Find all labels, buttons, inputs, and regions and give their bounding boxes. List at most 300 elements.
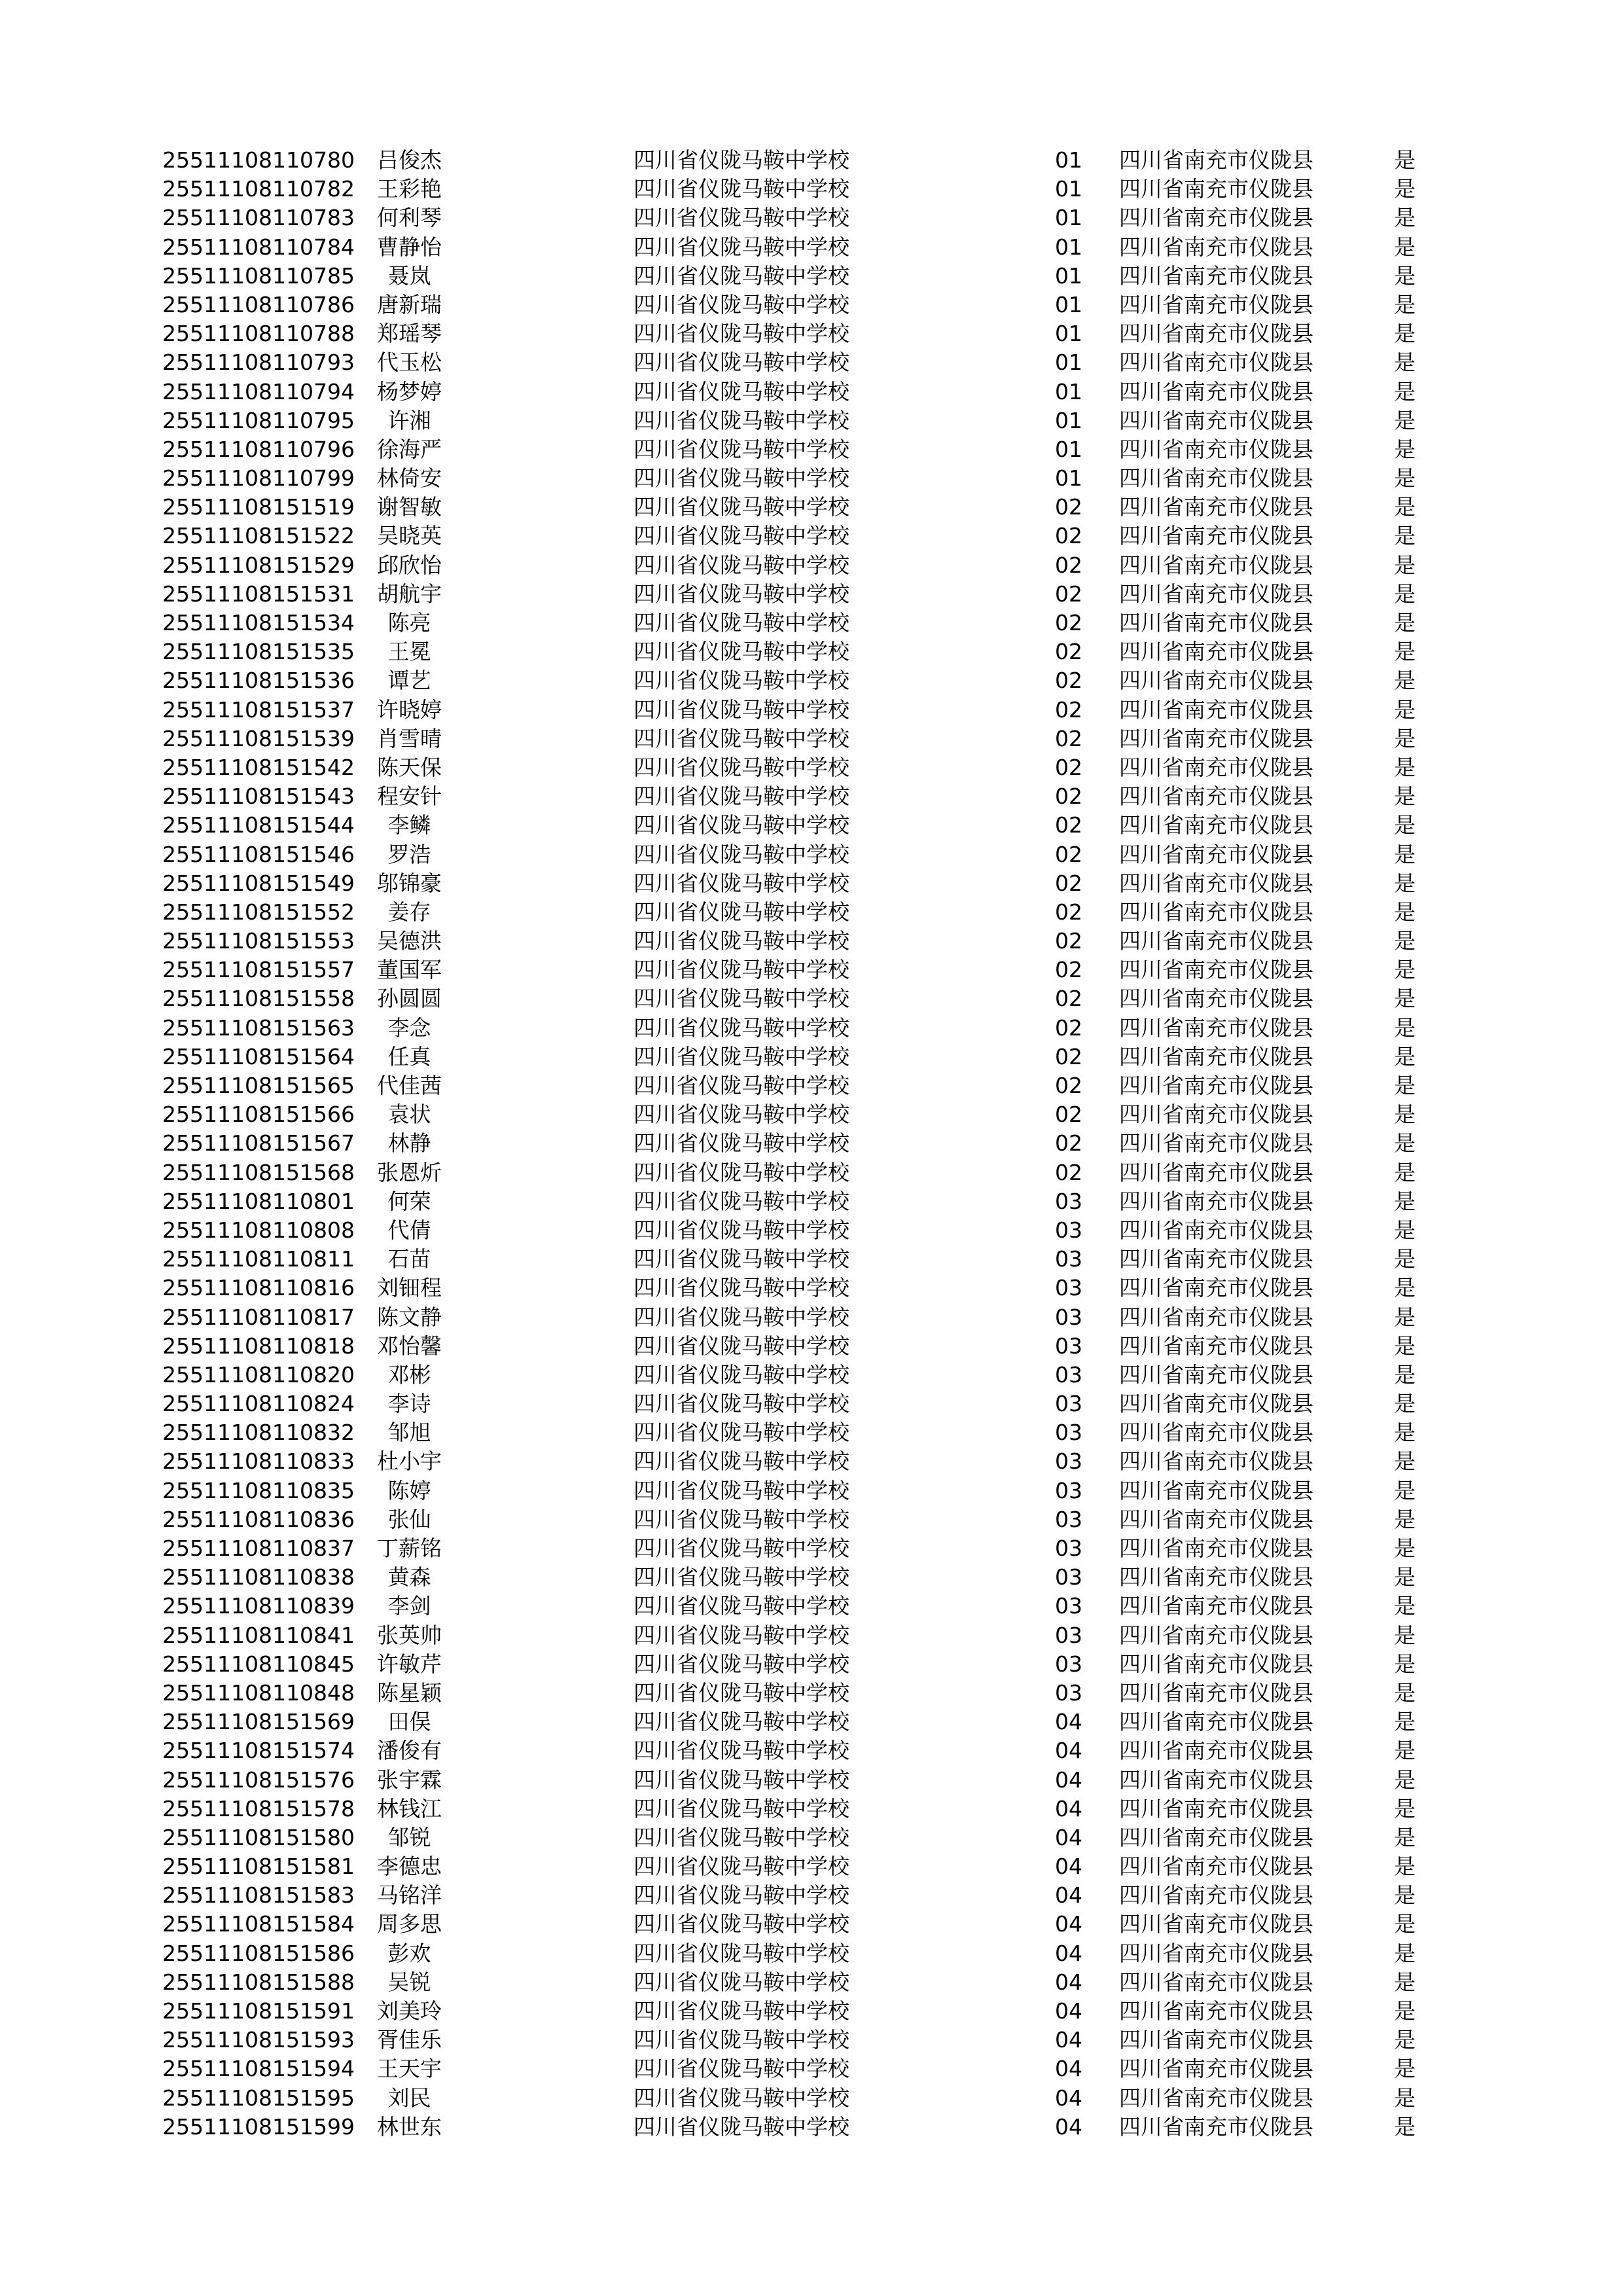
class-code-cell: 02 bbox=[1055, 1102, 1082, 1128]
class-code-cell: 03 bbox=[1055, 1622, 1082, 1648]
region-cell: 四川省南充市仪陇县 bbox=[1119, 1333, 1313, 1359]
flag-cell: 是 bbox=[1394, 321, 1416, 347]
school-cell: 四川省仪陇马鞍中学校 bbox=[633, 1448, 849, 1475]
student-name-cell: 李德忠 bbox=[377, 1854, 442, 1880]
student-list-table bbox=[0, 146, 1623, 2142]
flag-cell: 是 bbox=[1394, 1391, 1416, 1417]
flag-cell: 是 bbox=[1394, 899, 1416, 925]
class-code-cell: 01 bbox=[1055, 378, 1082, 404]
school-cell: 四川省仪陇马鞍中学校 bbox=[633, 1014, 849, 1041]
region-cell: 四川省南充市仪陇县 bbox=[1119, 1535, 1313, 1561]
student-id-cell: 25511108110782 bbox=[162, 176, 355, 202]
school-cell: 四川省仪陇马鞍中学校 bbox=[633, 1391, 849, 1417]
class-code-cell: 02 bbox=[1055, 1043, 1082, 1069]
student-name-cell: 李念 bbox=[387, 1014, 431, 1041]
school-cell: 四川省仪陇马鞍中学校 bbox=[633, 378, 849, 404]
school-cell: 四川省仪陇马鞍中学校 bbox=[633, 2085, 849, 2111]
school-cell: 四川省仪陇马鞍中学校 bbox=[633, 436, 849, 462]
region-cell: 四川省南充市仪陇县 bbox=[1119, 1420, 1313, 1446]
region-cell: 四川省南充市仪陇县 bbox=[1119, 1795, 1313, 1821]
flag-cell: 是 bbox=[1394, 581, 1416, 607]
student-id-cell: 25511108151593 bbox=[162, 2027, 355, 2053]
table-row bbox=[0, 1910, 1623, 1939]
class-code-cell: 02 bbox=[1055, 986, 1082, 1012]
student-id-cell: 25511108110799 bbox=[162, 465, 355, 492]
region-cell: 四川省南充市仪陇县 bbox=[1119, 1188, 1313, 1214]
school-cell: 四川省仪陇马鞍中学校 bbox=[633, 291, 849, 317]
student-id-cell: 25511108151519 bbox=[162, 494, 355, 520]
region-cell: 四川省南充市仪陇县 bbox=[1119, 1217, 1313, 1243]
table-row bbox=[0, 1679, 1623, 1708]
class-code-cell: 03 bbox=[1055, 1188, 1082, 1214]
flag-cell: 是 bbox=[1394, 234, 1416, 260]
student-name-cell: 刘美玲 bbox=[377, 1998, 442, 2024]
region-cell: 四川省南充市仪陇县 bbox=[1119, 841, 1313, 867]
region-cell: 四川省南充市仪陇县 bbox=[1119, 1622, 1313, 1648]
region-cell: 四川省南充市仪陇县 bbox=[1119, 1361, 1313, 1388]
class-code-cell: 02 bbox=[1055, 899, 1082, 925]
table-row bbox=[0, 291, 1623, 319]
flag-cell: 是 bbox=[1394, 1014, 1416, 1041]
student-name-cell: 袁状 bbox=[387, 1102, 431, 1128]
region-cell: 四川省南充市仪陇县 bbox=[1119, 696, 1313, 723]
table-row bbox=[0, 898, 1623, 927]
student-name-cell: 孙圆圆 bbox=[377, 986, 442, 1012]
flag-cell: 是 bbox=[1394, 2113, 1416, 2140]
table-row bbox=[0, 1534, 1623, 1563]
school-cell: 四川省仪陇马鞍中学校 bbox=[633, 1073, 849, 1098]
student-id-cell: 25511108151574 bbox=[162, 1738, 355, 1764]
table-row bbox=[0, 233, 1623, 262]
student-name-cell: 吴晓英 bbox=[377, 523, 442, 549]
flag-cell: 是 bbox=[1394, 668, 1416, 694]
flag-cell: 是 bbox=[1394, 1130, 1416, 1157]
student-id-cell: 25511108110841 bbox=[162, 1622, 355, 1648]
table-row bbox=[0, 1100, 1623, 1129]
student-id-cell: 25511108110816 bbox=[162, 1275, 355, 1301]
flag-cell: 是 bbox=[1394, 1073, 1416, 1098]
class-code-cell: 03 bbox=[1055, 1217, 1082, 1243]
student-name-cell: 王彩艳 bbox=[377, 176, 442, 202]
table-row bbox=[0, 493, 1623, 522]
flag-cell: 是 bbox=[1394, 696, 1416, 723]
student-name-cell: 何荣 bbox=[387, 1188, 431, 1214]
region-cell: 四川省南充市仪陇县 bbox=[1119, 1767, 1313, 1793]
class-code-cell: 02 bbox=[1055, 523, 1082, 549]
class-code-cell: 02 bbox=[1055, 841, 1082, 867]
flag-cell: 是 bbox=[1394, 147, 1416, 173]
student-name-cell: 聂岚 bbox=[387, 262, 431, 289]
class-code-cell: 01 bbox=[1055, 234, 1082, 260]
table-row bbox=[0, 725, 1623, 753]
student-id-cell: 25511108110808 bbox=[162, 1217, 355, 1243]
student-name-cell: 王天宇 bbox=[377, 2056, 442, 2082]
school-cell: 四川省仪陇马鞍中学校 bbox=[633, 1911, 849, 1937]
table-row bbox=[0, 1158, 1623, 1187]
class-code-cell: 01 bbox=[1055, 407, 1082, 433]
student-id-cell: 25511108151568 bbox=[162, 1159, 355, 1185]
flag-cell: 是 bbox=[1394, 1969, 1416, 1995]
school-cell: 四川省仪陇马鞍中学校 bbox=[633, 350, 849, 376]
table-row bbox=[0, 522, 1623, 550]
table-row bbox=[0, 1014, 1623, 1043]
school-cell: 四川省仪陇马鞍中学校 bbox=[633, 957, 849, 983]
table-row bbox=[0, 2084, 1623, 2113]
region-cell: 四川省南充市仪陇县 bbox=[1119, 870, 1313, 896]
student-name-cell: 彭欢 bbox=[387, 1940, 431, 1966]
student-id-cell: 25511108151546 bbox=[162, 841, 355, 867]
flag-cell: 是 bbox=[1394, 928, 1416, 954]
table-row bbox=[0, 464, 1623, 493]
flag-cell: 是 bbox=[1394, 1448, 1416, 1475]
student-name-cell: 邱欣怡 bbox=[377, 552, 442, 578]
student-name-cell: 罗浩 bbox=[387, 841, 431, 867]
class-code-cell: 02 bbox=[1055, 1130, 1082, 1157]
student-id-cell: 25511108151542 bbox=[162, 754, 355, 780]
student-id-cell: 25511108110817 bbox=[162, 1304, 355, 1330]
class-code-cell: 04 bbox=[1055, 2085, 1082, 2111]
student-id-cell: 25511108110786 bbox=[162, 291, 355, 317]
student-id-cell: 25511108151580 bbox=[162, 1824, 355, 1850]
class-code-cell: 02 bbox=[1055, 1014, 1082, 1041]
region-cell: 四川省南充市仪陇县 bbox=[1119, 668, 1313, 694]
class-code-cell: 02 bbox=[1055, 1073, 1082, 1098]
student-id-cell: 25511108151536 bbox=[162, 668, 355, 694]
school-cell: 四川省仪陇马鞍中学校 bbox=[633, 610, 849, 636]
student-id-cell: 25511108151594 bbox=[162, 2056, 355, 2082]
region-cell: 四川省南充市仪陇县 bbox=[1119, 610, 1313, 636]
student-name-cell: 吴锐 bbox=[387, 1969, 431, 1995]
table-row bbox=[0, 782, 1623, 811]
school-cell: 四川省仪陇马鞍中学校 bbox=[633, 1304, 849, 1330]
school-cell: 四川省仪陇马鞍中学校 bbox=[633, 1593, 849, 1619]
school-cell: 四川省仪陇马鞍中学校 bbox=[633, 465, 849, 492]
class-code-cell: 01 bbox=[1055, 176, 1082, 202]
class-code-cell: 02 bbox=[1055, 668, 1082, 694]
student-id-cell: 25511108110801 bbox=[162, 1188, 355, 1214]
student-id-cell: 25511108151588 bbox=[162, 1969, 355, 1995]
table-row bbox=[0, 1390, 1623, 1418]
class-code-cell: 03 bbox=[1055, 1651, 1082, 1677]
student-name-cell: 陈文静 bbox=[377, 1304, 442, 1330]
region-cell: 四川省南充市仪陇县 bbox=[1119, 1130, 1313, 1157]
region-cell: 四川省南充市仪陇县 bbox=[1119, 494, 1313, 520]
flag-cell: 是 bbox=[1394, 1709, 1416, 1735]
student-name-cell: 代玉松 bbox=[377, 350, 442, 376]
region-cell: 四川省南充市仪陇县 bbox=[1119, 552, 1313, 578]
table-row bbox=[0, 1477, 1623, 1505]
table-row bbox=[0, 984, 1623, 1013]
class-code-cell: 01 bbox=[1055, 350, 1082, 376]
table-row bbox=[0, 1939, 1623, 1968]
school-cell: 四川省仪陇马鞍中学校 bbox=[633, 668, 849, 694]
student-name-cell: 肖雪晴 bbox=[377, 725, 442, 751]
table-row bbox=[0, 1274, 1623, 1302]
table-row bbox=[0, 204, 1623, 232]
region-cell: 四川省南充市仪陇县 bbox=[1119, 1246, 1313, 1272]
student-id-cell: 25511108110832 bbox=[162, 1420, 355, 1446]
class-code-cell: 01 bbox=[1055, 147, 1082, 173]
table-row bbox=[0, 1795, 1623, 1823]
school-cell: 四川省仪陇马鞍中学校 bbox=[633, 1159, 849, 1185]
student-id-cell: 25511108110788 bbox=[162, 321, 355, 347]
flag-cell: 是 bbox=[1394, 1564, 1416, 1590]
class-code-cell: 03 bbox=[1055, 1391, 1082, 1417]
school-cell: 四川省仪陇马鞍中学校 bbox=[633, 1767, 849, 1793]
class-code-cell: 04 bbox=[1055, 1709, 1082, 1735]
school-cell: 四川省仪陇马鞍中学校 bbox=[633, 1998, 849, 2024]
class-code-cell: 04 bbox=[1055, 1940, 1082, 1966]
school-cell: 四川省仪陇马鞍中学校 bbox=[633, 1795, 849, 1821]
class-code-cell: 01 bbox=[1055, 262, 1082, 289]
flag-cell: 是 bbox=[1394, 1679, 1416, 1706]
student-name-cell: 邹旭 bbox=[387, 1420, 431, 1446]
student-name-cell: 胥佳乐 bbox=[377, 2027, 442, 2053]
flag-cell: 是 bbox=[1394, 1940, 1416, 1966]
school-cell: 四川省仪陇马鞍中学校 bbox=[633, 1969, 849, 1995]
student-name-cell: 何利琴 bbox=[377, 205, 442, 231]
region-cell: 四川省南充市仪陇县 bbox=[1119, 581, 1313, 607]
student-name-cell: 唐新瑞 bbox=[377, 291, 442, 317]
flag-cell: 是 bbox=[1394, 1506, 1416, 1532]
class-code-cell: 01 bbox=[1055, 321, 1082, 347]
student-name-cell: 徐海严 bbox=[377, 436, 442, 462]
class-code-cell: 03 bbox=[1055, 1275, 1082, 1301]
class-code-cell: 04 bbox=[1055, 1969, 1082, 1995]
student-id-cell: 25511108151567 bbox=[162, 1130, 355, 1157]
student-name-cell: 董国军 bbox=[377, 957, 442, 983]
student-id-cell: 25511108151535 bbox=[162, 639, 355, 665]
flag-cell: 是 bbox=[1394, 1275, 1416, 1301]
school-cell: 四川省仪陇马鞍中学校 bbox=[633, 494, 849, 520]
flag-cell: 是 bbox=[1394, 1304, 1416, 1330]
flag-cell: 是 bbox=[1394, 176, 1416, 202]
region-cell: 四川省南充市仪陇县 bbox=[1119, 523, 1313, 549]
flag-cell: 是 bbox=[1394, 1043, 1416, 1069]
school-cell: 四川省仪陇马鞍中学校 bbox=[633, 783, 849, 810]
class-code-cell: 02 bbox=[1055, 639, 1082, 665]
student-id-cell: 25511108151543 bbox=[162, 783, 355, 810]
school-cell: 四川省仪陇马鞍中学校 bbox=[633, 2056, 849, 2082]
region-cell: 四川省南充市仪陇县 bbox=[1119, 1275, 1313, 1301]
student-name-cell: 李剑 bbox=[387, 1593, 431, 1619]
flag-cell: 是 bbox=[1394, 1882, 1416, 1909]
school-cell: 四川省仪陇马鞍中学校 bbox=[633, 1246, 849, 1272]
region-cell: 四川省南充市仪陇县 bbox=[1119, 928, 1313, 954]
student-name-cell: 邓彬 bbox=[387, 1361, 431, 1388]
student-name-cell: 马铭洋 bbox=[377, 1882, 442, 1909]
student-id-cell: 25511108151534 bbox=[162, 610, 355, 636]
flag-cell: 是 bbox=[1394, 1593, 1416, 1619]
student-name-cell: 李诗 bbox=[387, 1391, 431, 1417]
region-cell: 四川省南充市仪陇县 bbox=[1119, 1679, 1313, 1706]
region-cell: 四川省南充市仪陇县 bbox=[1119, 291, 1313, 317]
student-id-cell: 25511108110818 bbox=[162, 1333, 355, 1359]
student-name-cell: 许湘 bbox=[387, 407, 431, 433]
student-name-cell: 张恩炘 bbox=[377, 1159, 442, 1185]
school-cell: 四川省仪陇马鞍中学校 bbox=[633, 1709, 849, 1735]
flag-cell: 是 bbox=[1394, 494, 1416, 520]
class-code-cell: 03 bbox=[1055, 1564, 1082, 1590]
flag-cell: 是 bbox=[1394, 754, 1416, 780]
student-id-cell: 25511108151558 bbox=[162, 986, 355, 1012]
school-cell: 四川省仪陇马鞍中学校 bbox=[633, 1217, 849, 1243]
region-cell: 四川省南充市仪陇县 bbox=[1119, 725, 1313, 751]
flag-cell: 是 bbox=[1394, 1651, 1416, 1677]
region-cell: 四川省南充市仪陇县 bbox=[1119, 1477, 1313, 1503]
flag-cell: 是 bbox=[1394, 639, 1416, 665]
class-code-cell: 04 bbox=[1055, 2056, 1082, 2082]
flag-cell: 是 bbox=[1394, 1911, 1416, 1937]
region-cell: 四川省南充市仪陇县 bbox=[1119, 1969, 1313, 1995]
table-row bbox=[0, 927, 1623, 956]
class-code-cell: 02 bbox=[1055, 928, 1082, 954]
student-name-cell: 张宇霖 bbox=[377, 1767, 442, 1793]
table-row bbox=[0, 1071, 1623, 1100]
student-id-cell: 25511108110783 bbox=[162, 205, 355, 231]
table-row bbox=[0, 2054, 1623, 2083]
school-cell: 四川省仪陇马鞍中学校 bbox=[633, 1333, 849, 1359]
school-cell: 四川省仪陇马鞍中学校 bbox=[633, 1506, 849, 1532]
table-row bbox=[0, 609, 1623, 637]
school-cell: 四川省仪陇马鞍中学校 bbox=[633, 262, 849, 289]
student-id-cell: 25511108151578 bbox=[162, 1795, 355, 1821]
student-name-cell: 郑瑶琴 bbox=[377, 321, 442, 347]
school-cell: 四川省仪陇马鞍中学校 bbox=[633, 1043, 849, 1069]
student-name-cell: 周多思 bbox=[377, 1911, 442, 1937]
region-cell: 四川省南充市仪陇县 bbox=[1119, 1391, 1313, 1417]
student-name-cell: 邓怡馨 bbox=[377, 1333, 442, 1359]
student-name-cell: 许敏芹 bbox=[377, 1651, 442, 1677]
table-row bbox=[0, 146, 1623, 175]
flag-cell: 是 bbox=[1394, 957, 1416, 983]
student-name-cell: 吕俊杰 bbox=[377, 147, 442, 173]
table-row bbox=[0, 406, 1623, 435]
table-row bbox=[0, 1303, 1623, 1332]
class-code-cell: 03 bbox=[1055, 1506, 1082, 1532]
student-id-cell: 25511108110845 bbox=[162, 1651, 355, 1677]
flag-cell: 是 bbox=[1394, 465, 1416, 492]
student-name-cell: 邹锐 bbox=[387, 1824, 431, 1850]
student-name-cell: 刘钿程 bbox=[377, 1275, 442, 1301]
table-row bbox=[0, 1043, 1623, 1071]
flag-cell: 是 bbox=[1394, 407, 1416, 433]
table-row bbox=[0, 1216, 1623, 1245]
student-id-cell: 25511108151569 bbox=[162, 1709, 355, 1735]
class-code-cell: 02 bbox=[1055, 552, 1082, 578]
class-code-cell: 03 bbox=[1055, 1333, 1082, 1359]
flag-cell: 是 bbox=[1394, 262, 1416, 289]
class-code-cell: 03 bbox=[1055, 1246, 1082, 1272]
region-cell: 四川省南充市仪陇县 bbox=[1119, 783, 1313, 810]
student-name-cell: 林钱江 bbox=[377, 1795, 442, 1821]
student-id-cell: 25511108151549 bbox=[162, 870, 355, 896]
table-row bbox=[0, 378, 1623, 406]
table-row bbox=[0, 2026, 1623, 2054]
school-cell: 四川省仪陇马鞍中学校 bbox=[633, 1940, 849, 1966]
region-cell: 四川省南充市仪陇县 bbox=[1119, 205, 1313, 231]
student-id-cell: 25511108151581 bbox=[162, 1854, 355, 1880]
student-name-cell: 刘民 bbox=[387, 2085, 431, 2111]
student-name-cell: 王冕 bbox=[387, 639, 431, 665]
student-name-cell: 陈婷 bbox=[387, 1477, 431, 1503]
flag-cell: 是 bbox=[1394, 1188, 1416, 1214]
table-row bbox=[0, 1968, 1623, 1997]
region-cell: 四川省南充市仪陇县 bbox=[1119, 1448, 1313, 1475]
region-cell: 四川省南充市仪陇县 bbox=[1119, 1014, 1313, 1041]
class-code-cell: 03 bbox=[1055, 1679, 1082, 1706]
region-cell: 四川省南充市仪陇县 bbox=[1119, 1824, 1313, 1850]
flag-cell: 是 bbox=[1394, 1159, 1416, 1185]
table-row bbox=[0, 1245, 1623, 1274]
class-code-cell: 03 bbox=[1055, 1593, 1082, 1619]
flag-cell: 是 bbox=[1394, 378, 1416, 404]
table-row bbox=[0, 869, 1623, 898]
region-cell: 四川省南充市仪陇县 bbox=[1119, 2113, 1313, 2140]
region-cell: 四川省南充市仪陇县 bbox=[1119, 465, 1313, 492]
student-name-cell: 张英帅 bbox=[377, 1622, 442, 1648]
student-id-cell: 25511108151552 bbox=[162, 899, 355, 925]
flag-cell: 是 bbox=[1394, 1824, 1416, 1850]
student-id-cell: 25511108151576 bbox=[162, 1767, 355, 1793]
student-name-cell: 丁薪铭 bbox=[377, 1535, 442, 1561]
table-row bbox=[0, 811, 1623, 840]
student-name-cell: 田俣 bbox=[387, 1709, 431, 1735]
school-cell: 四川省仪陇马鞍中学校 bbox=[633, 234, 849, 260]
school-cell: 四川省仪陇马鞍中学校 bbox=[633, 1420, 849, 1446]
flag-cell: 是 bbox=[1394, 1420, 1416, 1446]
school-cell: 四川省仪陇马鞍中学校 bbox=[633, 1622, 849, 1648]
school-cell: 四川省仪陇马鞍中学校 bbox=[633, 754, 849, 780]
table-row bbox=[0, 580, 1623, 609]
table-row bbox=[0, 262, 1623, 291]
class-code-cell: 03 bbox=[1055, 1477, 1082, 1503]
student-id-cell: 25511108110824 bbox=[162, 1391, 355, 1417]
flag-cell: 是 bbox=[1394, 986, 1416, 1012]
flag-cell: 是 bbox=[1394, 783, 1416, 810]
flag-cell: 是 bbox=[1394, 1854, 1416, 1880]
student-id-cell: 25511108151557 bbox=[162, 957, 355, 983]
student-name-cell: 陈星颖 bbox=[377, 1679, 442, 1706]
student-name-cell: 石苗 bbox=[387, 1246, 431, 1272]
table-row bbox=[0, 2113, 1623, 2142]
table-row bbox=[0, 175, 1623, 204]
school-cell: 四川省仪陇马鞍中学校 bbox=[633, 552, 849, 578]
student-id-cell: 25511108151564 bbox=[162, 1043, 355, 1069]
flag-cell: 是 bbox=[1394, 2027, 1416, 2053]
student-name-cell: 杨梦婷 bbox=[377, 378, 442, 404]
region-cell: 四川省南充市仪陇县 bbox=[1119, 754, 1313, 780]
school-cell: 四川省仪陇马鞍中学校 bbox=[633, 928, 849, 954]
table-row bbox=[0, 551, 1623, 580]
student-id-cell: 25511108151522 bbox=[162, 523, 355, 549]
flag-cell: 是 bbox=[1394, 436, 1416, 462]
table-row bbox=[0, 637, 1623, 666]
student-name-cell: 陈亮 bbox=[387, 610, 431, 636]
flag-cell: 是 bbox=[1394, 552, 1416, 578]
region-cell: 四川省南充市仪陇县 bbox=[1119, 899, 1313, 925]
school-cell: 四川省仪陇马鞍中学校 bbox=[633, 2027, 849, 2053]
student-id-cell: 25511108151531 bbox=[162, 581, 355, 607]
region-cell: 四川省南充市仪陇县 bbox=[1119, 147, 1313, 173]
flag-cell: 是 bbox=[1394, 2085, 1416, 2111]
region-cell: 四川省南充市仪陇县 bbox=[1119, 1506, 1313, 1532]
table-row bbox=[0, 840, 1623, 869]
class-code-cell: 02 bbox=[1055, 957, 1082, 983]
table-row bbox=[0, 1332, 1623, 1361]
region-cell: 四川省南充市仪陇县 bbox=[1119, 378, 1313, 404]
table-row bbox=[0, 753, 1623, 782]
